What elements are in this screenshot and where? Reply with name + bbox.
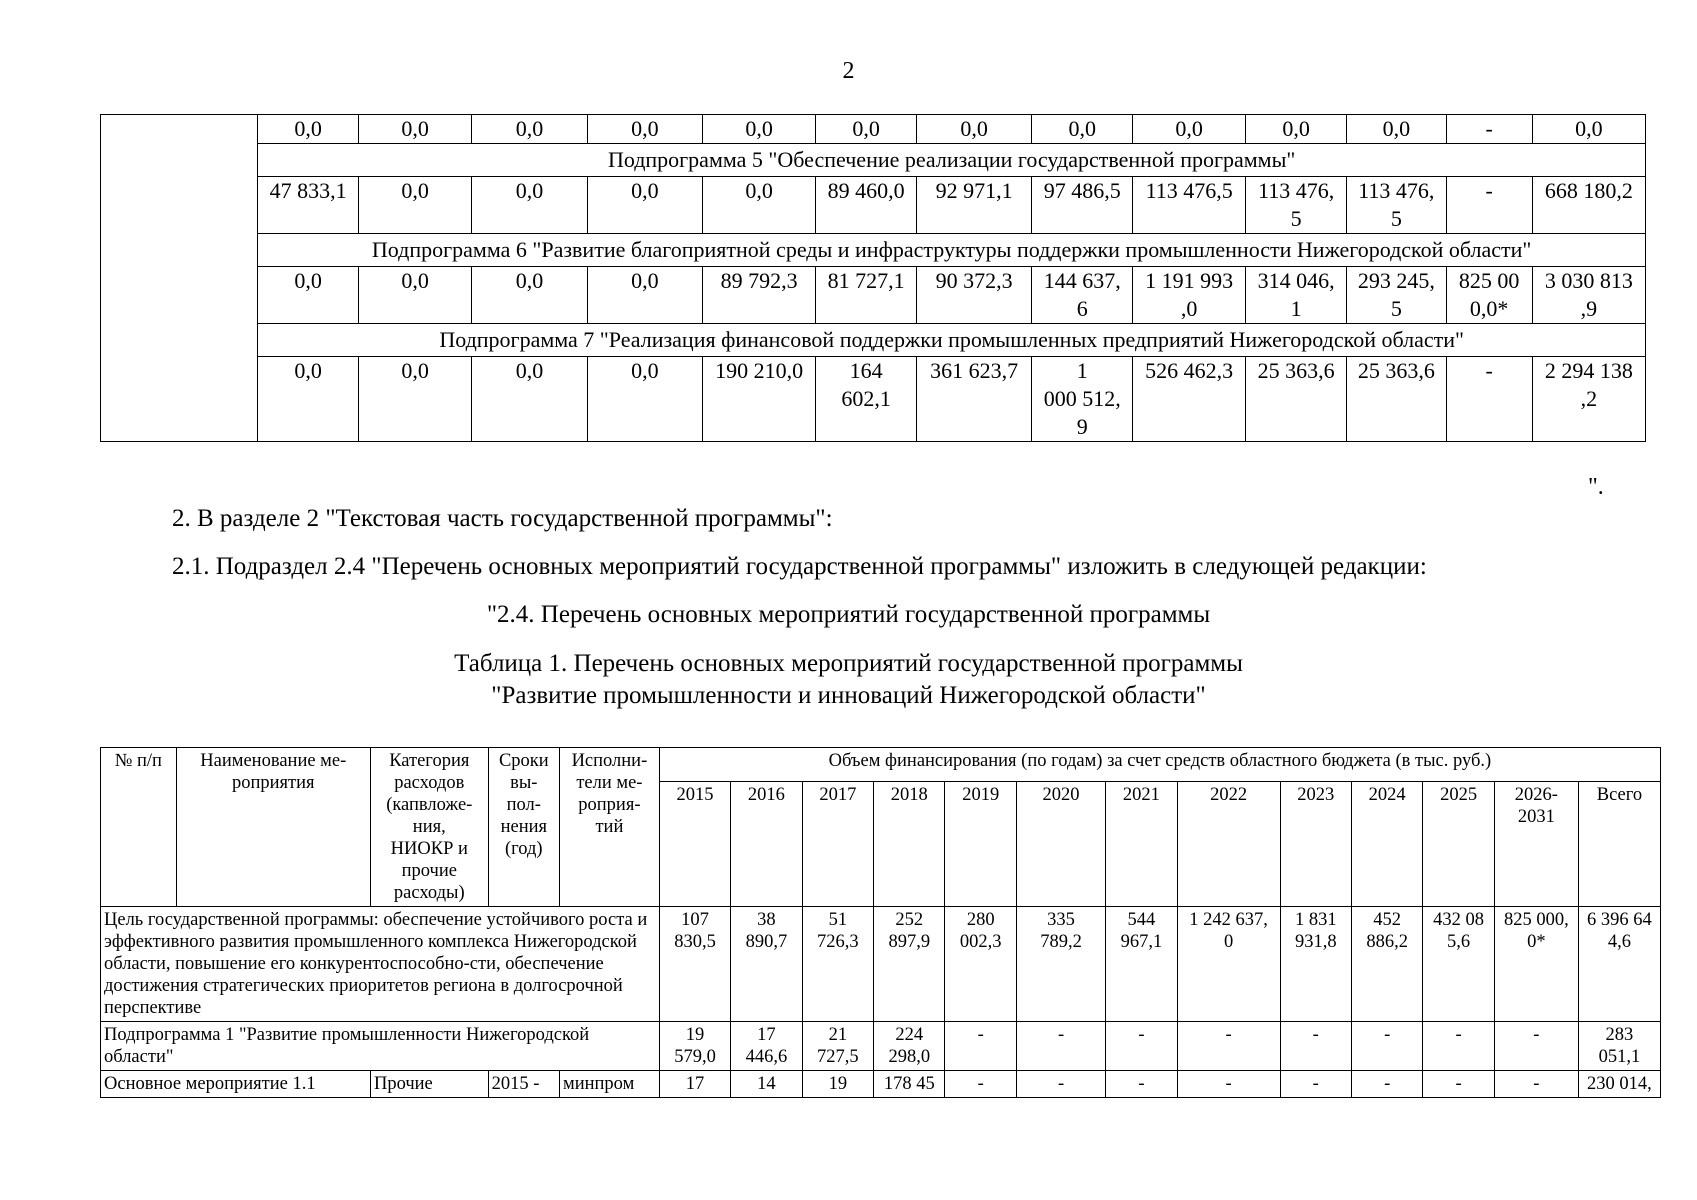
- value-cell: -: [1351, 1071, 1422, 1098]
- value-cell: 283 051,1: [1578, 1022, 1660, 1071]
- value-cell: 0,0: [258, 267, 359, 324]
- value-cell: 452 886,2: [1351, 907, 1422, 1022]
- value-cell: 190 210,0: [703, 357, 816, 442]
- value-cell: 280 002,3: [945, 907, 1016, 1022]
- value-cell: -: [1446, 177, 1532, 234]
- value-cell: 544 967,1: [1106, 907, 1177, 1022]
- value-cell: 526 462,3: [1133, 357, 1246, 442]
- value-cell: 0,0: [703, 115, 816, 144]
- value-cell: 0,0: [1532, 115, 1645, 144]
- row-label: Цель государственной программы: обеспечение устойчивого роста и эффективного развития промышленного комплекса Нижегородской области, повышение его конкурентоспособно-сти, обеспечение достижения стратегических приоритетов региона в долгосрочной перспективе: [101, 907, 660, 1022]
- table-row: [101, 324, 1646, 357]
- value-cell: 293 245, 5: [1347, 267, 1447, 324]
- table-row: [101, 267, 1646, 324]
- value-cell: 668 180,2: [1532, 177, 1645, 234]
- subsection-2-1-paragraph: 2.1. Подраздел 2.4 "Перечень основных мероприятий государственной программы" изложить в следующей редакции:: [172, 553, 1427, 580]
- table-row: [101, 144, 1646, 177]
- value-cell: -: [1016, 1071, 1105, 1098]
- value-cell: 0,0: [1347, 115, 1447, 144]
- value-cell: 0,0: [587, 177, 702, 234]
- value-cell: 0,0: [1246, 115, 1347, 144]
- value-cell: 47 833,1: [258, 177, 359, 234]
- value-cell: 0,0: [587, 115, 702, 144]
- value-cell: -: [1280, 1022, 1351, 1071]
- funding-continuation-table: [100, 114, 1646, 442]
- year-header: 2026- 2031: [1494, 782, 1578, 907]
- value-cell: -: [1423, 1071, 1494, 1098]
- measures-table: [100, 747, 1661, 1098]
- value-cell: 224 298,0: [874, 1022, 945, 1071]
- value-cell: 144 637, 6: [1032, 267, 1133, 324]
- value-cell: 17: [659, 1071, 730, 1098]
- value-cell: -: [1446, 115, 1532, 144]
- value-cell: 0,0: [359, 115, 472, 144]
- year-header: 2015: [659, 782, 730, 907]
- subprogram-header: Подпрограмма 7 "Реализация финансовой поддержки промышленных предприятий Нижегородской области": [258, 324, 1646, 357]
- quote-close: ".: [1588, 474, 1604, 500]
- value-cell: 0,0: [472, 115, 587, 144]
- value-cell: 6 396 64 4,6: [1578, 907, 1660, 1022]
- table-row: [101, 115, 1646, 144]
- value-cell: 0,0: [1133, 115, 1246, 144]
- value-cell: 178 45: [874, 1071, 945, 1098]
- category-cell: Прочие: [370, 1071, 488, 1098]
- value-cell: 0,0: [587, 357, 702, 442]
- value-cell: 0,0: [359, 177, 472, 234]
- value-cell: 21 727,5: [802, 1022, 873, 1071]
- col-category-header: Категория расходов (капвложе- ния, НИОКР и прочие расходы): [370, 748, 488, 907]
- value-cell: 252 897,9: [874, 907, 945, 1022]
- value-cell: 0,0: [258, 357, 359, 442]
- subprogram-header: Подпрограмма 6 "Развитие благоприятной среды и инфраструктуры поддержки промышленности Нижегородской области": [258, 234, 1646, 267]
- value-cell: 89 792,3: [703, 267, 816, 324]
- value-cell: 0,0: [1032, 115, 1133, 144]
- value-cell: 0,0: [472, 177, 587, 234]
- value-cell: 1 242 637, 0: [1177, 907, 1280, 1022]
- value-cell: 113 476,5: [1133, 177, 1246, 234]
- year-header: 2017: [802, 782, 873, 907]
- value-cell: -: [1177, 1022, 1280, 1071]
- value-cell: 38 890,7: [731, 907, 802, 1022]
- value-cell: 0,0: [359, 357, 472, 442]
- value-cell: 25 363,6: [1347, 357, 1447, 442]
- year-header: 2024: [1351, 782, 1422, 907]
- row-label: Основное мероприятие 1.1: [101, 1071, 371, 1098]
- year-header: 2020: [1016, 782, 1105, 907]
- value-cell: 19 579,0: [659, 1022, 730, 1071]
- value-cell: -: [1177, 1071, 1280, 1098]
- value-cell: 107 830,5: [659, 907, 730, 1022]
- value-cell: -: [1351, 1022, 1422, 1071]
- value-cell: 1 000 512, 9: [1032, 357, 1133, 442]
- year-header: 2021: [1106, 782, 1177, 907]
- value-cell: 113 476, 5: [1246, 177, 1347, 234]
- value-cell: 1 831 931,8: [1280, 907, 1351, 1022]
- value-cell: 1 191 993 ,0: [1133, 267, 1246, 324]
- value-cell: 0,0: [359, 267, 472, 324]
- value-cell: -: [1106, 1071, 1177, 1098]
- table-row: [101, 234, 1646, 267]
- value-cell: 0,0: [258, 115, 359, 144]
- year-header: 2018: [874, 782, 945, 907]
- value-cell: 25 363,6: [1246, 357, 1347, 442]
- col-num-header: № п/п: [101, 748, 177, 907]
- value-cell: 0,0: [916, 115, 1031, 144]
- table-row: [101, 357, 1646, 442]
- value-cell: 230 014,: [1578, 1071, 1660, 1098]
- value-cell: 335 789,2: [1016, 907, 1105, 1022]
- year-header: 2023: [1280, 782, 1351, 907]
- value-cell: 90 372,3: [916, 267, 1031, 324]
- col-terms-header: Сроки вы- пол- нения (год): [488, 748, 559, 907]
- value-cell: -: [1494, 1071, 1578, 1098]
- value-cell: -: [945, 1022, 1016, 1071]
- value-cell: 97 486,5: [1032, 177, 1133, 234]
- value-cell: 361 623,7: [916, 357, 1031, 442]
- value-cell: 81 727,1: [816, 267, 917, 324]
- value-cell: 92 971,1: [916, 177, 1031, 234]
- value-cell: 314 046, 1: [1246, 267, 1347, 324]
- value-cell: -: [1423, 1022, 1494, 1071]
- value-cell: 164 602,1: [816, 357, 917, 442]
- section-2-paragraph: 2. В разделе 2 "Текстовая часть государственной программы":: [172, 505, 833, 532]
- value-cell: -: [1106, 1022, 1177, 1071]
- value-cell: 0,0: [703, 177, 816, 234]
- value-cell: 2 294 138 ,2: [1532, 357, 1645, 442]
- value-cell: -: [1280, 1071, 1351, 1098]
- value-cell: 19: [802, 1071, 873, 1098]
- value-cell: 17 446,6: [731, 1022, 802, 1071]
- table-row: [101, 907, 1661, 1022]
- value-cell: 0,0: [816, 115, 917, 144]
- value-cell: 825 00 0,0*: [1446, 267, 1532, 324]
- value-cell: 51 726,3: [802, 907, 873, 1022]
- section-heading: "2.4. Перечень основных мероприятий государственной программы: [486, 601, 1211, 628]
- page-number: 2: [842, 58, 855, 84]
- value-cell: 3 030 813 ,9: [1532, 267, 1645, 324]
- blank-left-cell: [101, 115, 258, 442]
- executors-cell: минпром: [560, 1071, 660, 1098]
- table-row: [101, 177, 1646, 234]
- year-header: 2025: [1423, 782, 1494, 907]
- subprogram-header: Подпрограмма 5 "Обеспечение реализации государственной программы": [258, 144, 1646, 177]
- table-caption-line-2: "Развитие промышленности и инноваций Нижегородской области": [491, 682, 1206, 709]
- value-cell: 89 460,0: [816, 177, 917, 234]
- value-cell: 113 476, 5: [1347, 177, 1447, 234]
- value-cell: -: [1494, 1022, 1578, 1071]
- table-row: [101, 1071, 1661, 1098]
- value-cell: 0,0: [587, 267, 702, 324]
- year-header: 2016: [731, 782, 802, 907]
- value-cell: -: [1016, 1022, 1105, 1071]
- value-cell: -: [1446, 357, 1532, 442]
- value-cell: -: [945, 1071, 1016, 1098]
- col-executors-header: Исполни- тели ме- роприя- тий: [560, 748, 660, 907]
- value-cell: 432 08 5,6: [1423, 907, 1494, 1022]
- value-cell: 825 000, 0*: [1494, 907, 1578, 1022]
- col-name-header: Наименование ме- роприятия: [176, 748, 370, 907]
- value-cell: 0,0: [472, 357, 587, 442]
- table-row: [101, 1022, 1661, 1071]
- terms-cell: 2015 -: [488, 1071, 559, 1098]
- table-caption-line-1: Таблица 1. Перечень основных мероприятий государственной программы: [454, 650, 1243, 677]
- year-header: 2022: [1177, 782, 1280, 907]
- row-label: Подпрограмма 1 "Развитие промышленности Нижегородской области": [101, 1022, 660, 1071]
- year-header: Всего: [1578, 782, 1660, 907]
- table-caption: [0, 648, 1697, 712]
- value-cell: 14: [731, 1071, 802, 1098]
- value-cell: 0,0: [472, 267, 587, 324]
- col-funding-header: Объем финансирования (по годам) за счет средств областного бюджета (в тыс. руб.): [659, 748, 1660, 782]
- year-header: 2019: [945, 782, 1016, 907]
